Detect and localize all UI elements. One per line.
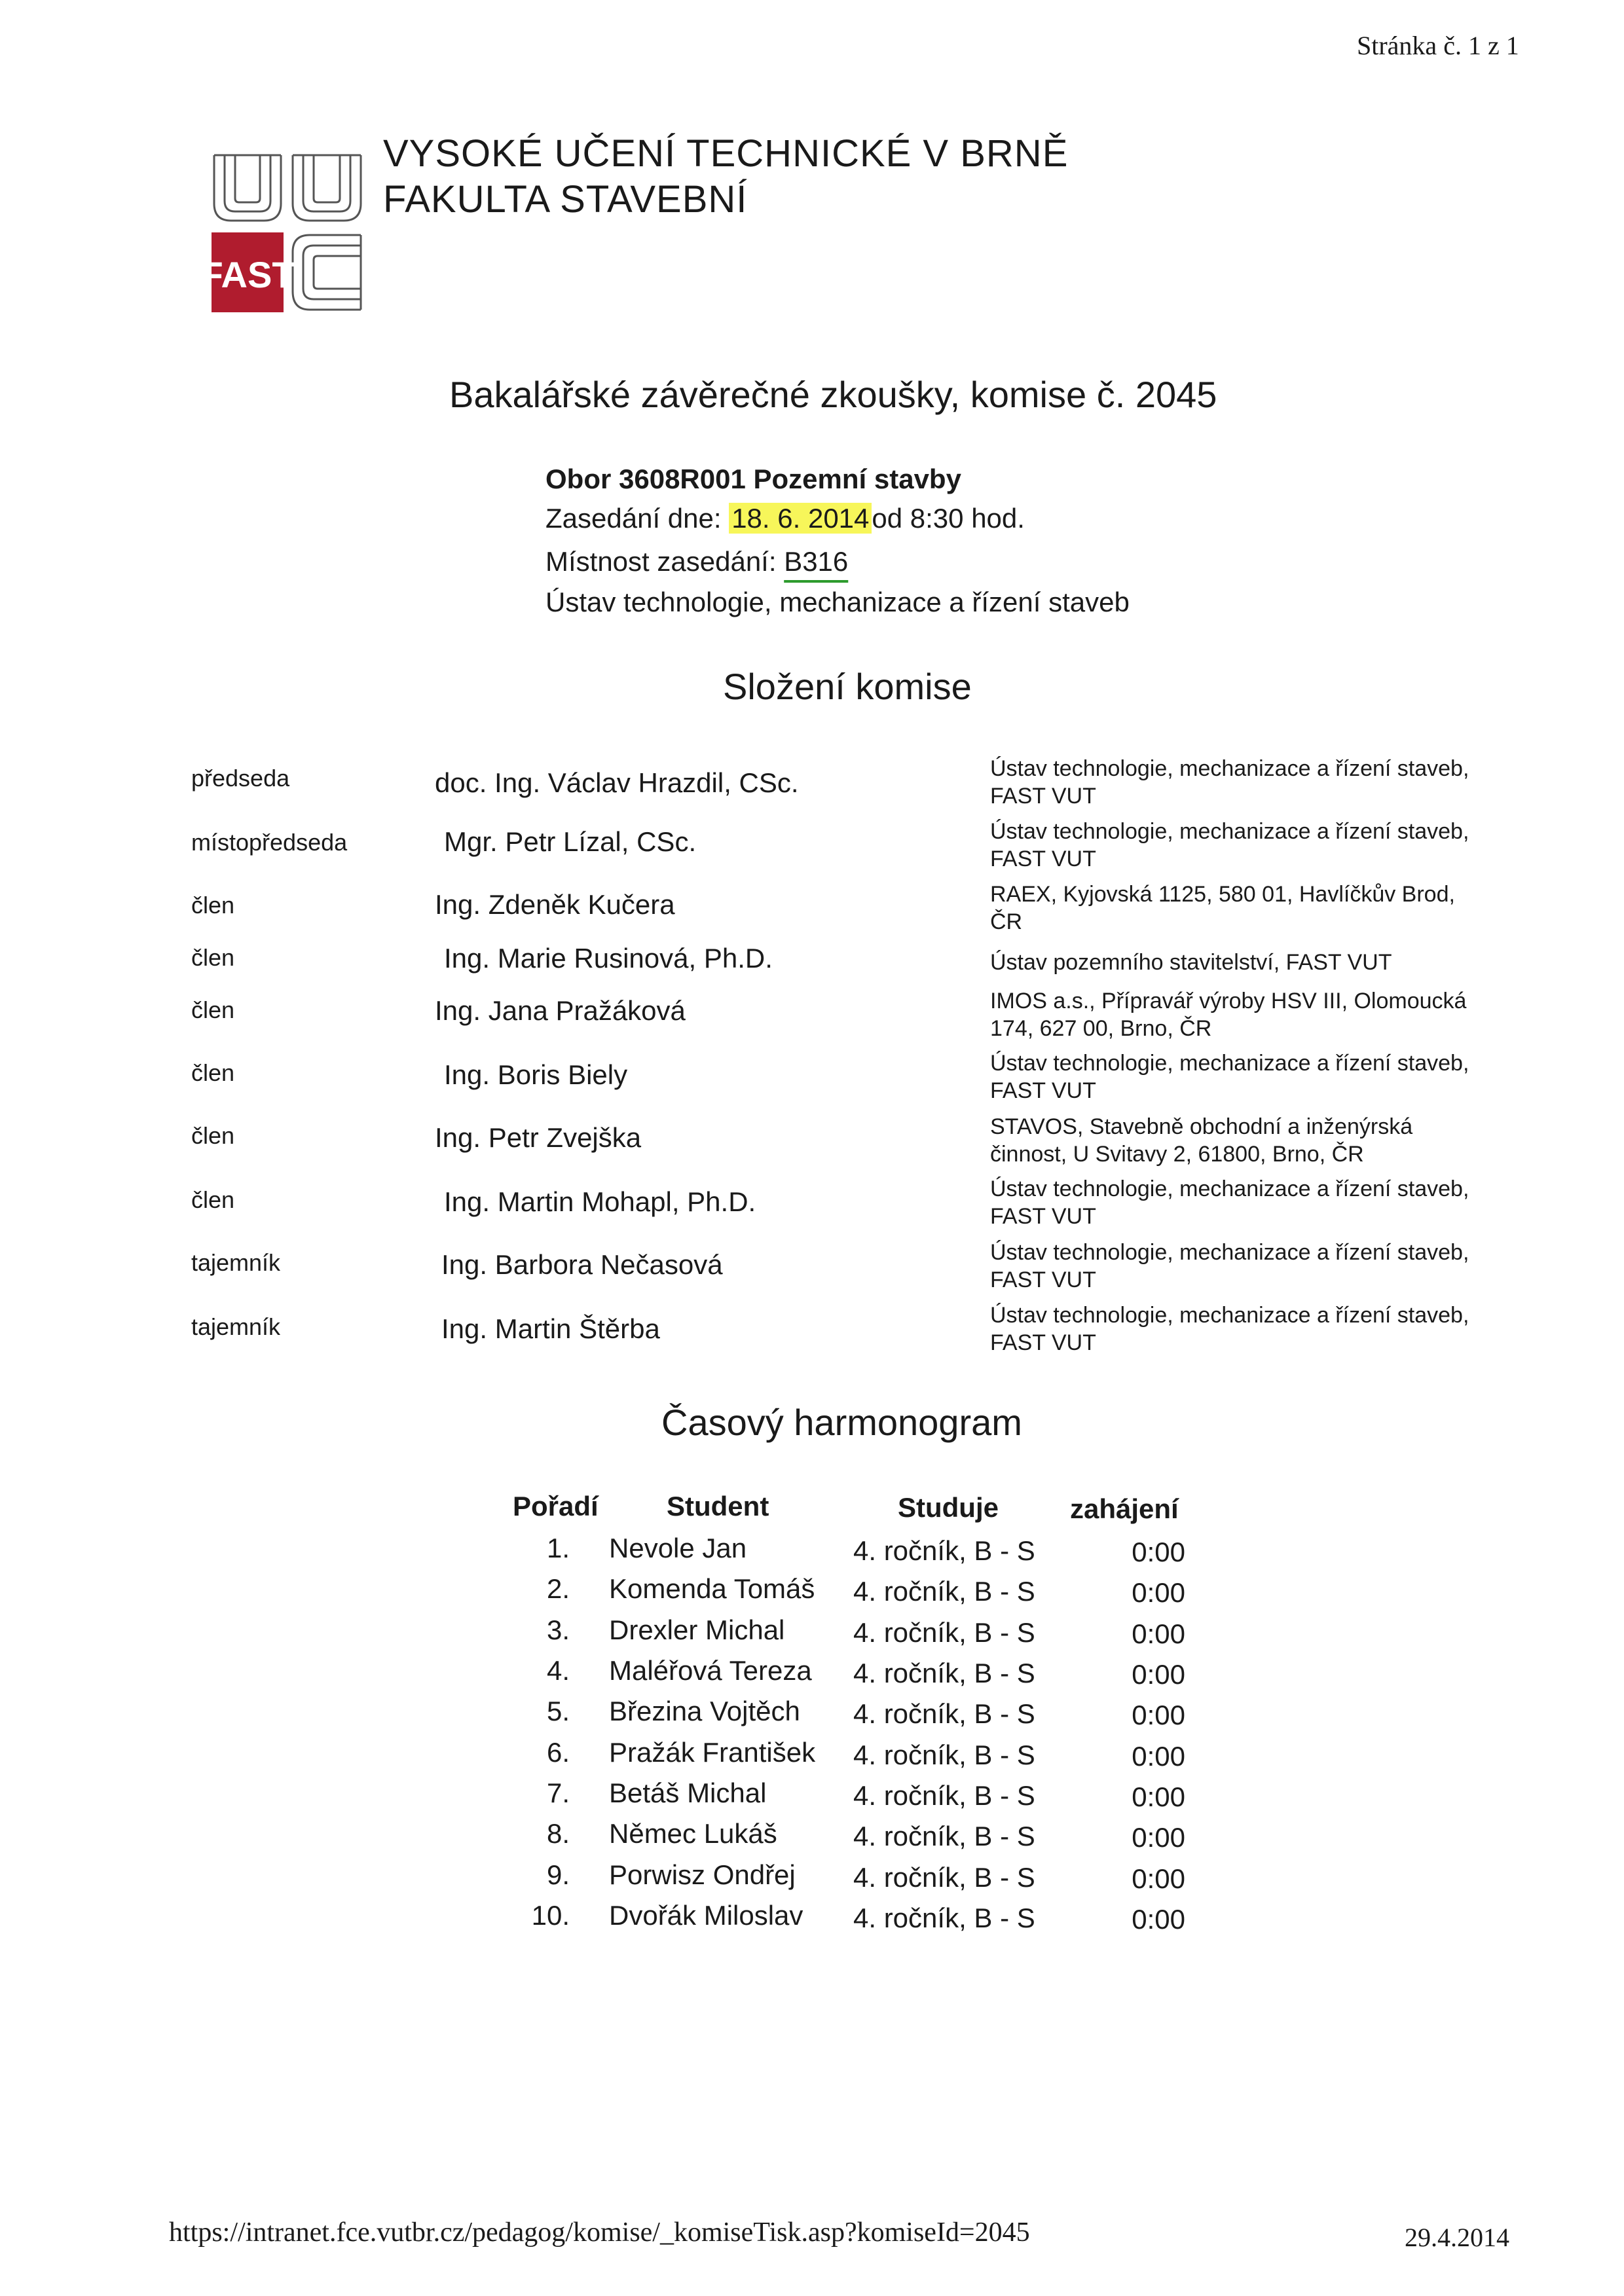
session-date-line <box>545 503 1025 534</box>
footer-date: 29.4.2014 <box>1405 2223 1509 2252</box>
member-name: Ing. Martin Mohapl, Ph.D. <box>444 1186 756 1217</box>
fast-logo-text: FAST <box>200 254 295 295</box>
institute-line: Ústav technologie, mechanizace a řízení staveb <box>545 587 1130 617</box>
row-start: 0:00 <box>1132 1700 1185 1730</box>
column-order: Pořadí <box>513 1491 599 1522</box>
row-student: Betáš Michal <box>609 1777 767 1808</box>
member-role: člen <box>191 892 235 919</box>
row-start: 0:00 <box>1132 1618 1185 1649</box>
member-name: Ing. Martin Štěrba <box>441 1313 660 1344</box>
member-name: doc. Ing. Václav Hrazdil, CSc. <box>435 767 799 798</box>
member-affiliation: Ústav pozemního stavitelství, FAST VUT <box>990 950 1392 975</box>
row-order: 6. <box>546 1737 570 1768</box>
member-role: tajemník <box>191 1249 281 1276</box>
row-student: Březina Vojtěch <box>609 1696 800 1726</box>
document-title: Bakalářské závěrečné zkoušky, komise č. 2045 <box>449 374 1217 415</box>
room-number: B316 <box>784 546 849 577</box>
row-order: 10. <box>531 1900 570 1931</box>
member-role: člen <box>191 1122 235 1149</box>
university-header <box>383 131 1068 223</box>
fast-logo <box>200 153 363 312</box>
footer-url: https://intranet.fce.vutbr.cz/pedagog/komise/_komiseTisk.asp?komiseId=2045 <box>169 2217 1030 2248</box>
row-student: Maléřová Tereza <box>609 1655 812 1686</box>
member-name: Ing. Boris Biely <box>444 1059 628 1090</box>
member-name: Ing. Zdeněk Kučera <box>435 889 675 920</box>
member-name: Ing. Barbora Nečasová <box>441 1249 723 1280</box>
row-student: Němec Lukáš <box>609 1818 777 1849</box>
column-start: zahájení <box>1070 1493 1179 1524</box>
member-affiliation: Ústav technologie, mechanizace a řízení staveb, FAST VUT <box>990 1240 1469 1292</box>
row-student: Pražák František <box>609 1737 816 1768</box>
member-role: předseda <box>191 765 290 792</box>
member-affiliation: STAVOS, Stavebně obchodní a inženýrská činnost, U Svitavy 2, 61800, Brno, ČR <box>990 1114 1413 1167</box>
row-start: 0:00 <box>1132 1741 1185 1772</box>
faculty-name: FAKULTA STAVEBNÍ <box>383 178 748 221</box>
row-study: 4. ročník, B - S <box>853 1535 1035 1566</box>
member-affiliation: Ústav technologie, mechanizace a řízení staveb, FAST VUT <box>990 756 1469 809</box>
session-label: Zasedání dne: <box>545 503 722 534</box>
row-order: 8. <box>546 1818 570 1849</box>
session-time: od 8:30 hod. <box>872 503 1025 534</box>
row-study: 4. ročník, B - S <box>853 1740 1035 1770</box>
row-start: 0:00 <box>1132 1577 1185 1608</box>
row-start: 0:00 <box>1132 1659 1185 1690</box>
member-affiliation: Ústav technologie, mechanizace a řízení staveb, FAST VUT <box>990 1303 1469 1355</box>
row-student: Nevole Jan <box>609 1533 747 1563</box>
committee-heading: Složení komise <box>723 666 972 707</box>
member-name: Mgr. Petr Lízal, CSc. <box>444 826 697 857</box>
member-affiliation: Ústav technologie, mechanizace a řízení staveb, FAST VUT <box>990 819 1469 871</box>
member-role: tajemník <box>191 1313 281 1340</box>
row-study: 4. ročník, B - S <box>853 1862 1035 1893</box>
member-role: člen <box>191 1059 235 1086</box>
member-name: Ing. Petr Zvejška <box>435 1122 642 1153</box>
member-affiliation: IMOS a.s., Přípravář výroby HSV III, Olomoucká 174, 627 00, Brno, ČR <box>990 989 1467 1041</box>
row-start: 0:00 <box>1132 1863 1185 1894</box>
row-study: 4. ročník, B - S <box>853 1658 1035 1688</box>
page-number: Stránka č. 1 z 1 <box>1357 31 1519 60</box>
member-affiliation: RAEX, Kyjovská 1125, 580 01, Havlíčkův Brod, ČR <box>990 882 1455 934</box>
column-study: Studuje <box>898 1492 999 1523</box>
row-order: 3. <box>546 1614 570 1645</box>
member-role: člen <box>191 944 235 971</box>
member-name: Ing. Marie Rusinová, Ph.D. <box>444 943 773 974</box>
row-study: 4. ročník, B - S <box>853 1780 1035 1811</box>
member-affiliation: Ústav technologie, mechanizace a řízení staveb, FAST VUT <box>990 1176 1469 1229</box>
member-affiliation: Ústav technologie, mechanizace a řízení staveb, FAST VUT <box>990 1051 1469 1103</box>
member-role: člen <box>191 996 235 1023</box>
row-study: 4. ročník, B - S <box>853 1617 1035 1648</box>
row-student: Porwisz Ondřej <box>609 1859 796 1890</box>
row-order: 4. <box>546 1655 570 1686</box>
row-order: 1. <box>546 1533 570 1563</box>
field-of-study: Obor 3608R001 Pozemní stavby <box>545 464 961 494</box>
row-start: 0:00 <box>1132 1781 1185 1812</box>
row-start: 0:00 <box>1132 1537 1185 1567</box>
row-student: Komenda Tomáš <box>609 1573 815 1604</box>
row-order: 2. <box>546 1573 570 1604</box>
row-order: 7. <box>546 1777 570 1808</box>
member-role: místopředseda <box>191 829 348 856</box>
row-study: 4. ročník, B - S <box>853 1576 1035 1607</box>
row-study: 4. ročník, B - S <box>853 1903 1035 1933</box>
row-student: Drexler Michal <box>609 1614 785 1645</box>
row-order: 9. <box>546 1859 570 1890</box>
room-line <box>545 546 848 577</box>
row-student: Dvořák Miloslav <box>609 1900 803 1931</box>
university-name: VYSOKÉ UČENÍ TECHNICKÉ V BRNĚ <box>383 132 1069 175</box>
row-start: 0:00 <box>1132 1904 1185 1935</box>
session-date: 18. 6. 2014 <box>729 503 872 534</box>
row-start: 0:00 <box>1132 1822 1185 1853</box>
row-order: 5. <box>546 1696 570 1726</box>
row-study: 4. ročník, B - S <box>853 1821 1035 1851</box>
room-label: Místnost zasedání: <box>545 546 777 577</box>
member-role: člen <box>191 1186 235 1213</box>
column-student: Student <box>667 1491 769 1522</box>
schedule-heading: Časový harmonogram <box>661 1402 1022 1443</box>
row-study: 4. ročník, B - S <box>853 1698 1035 1729</box>
member-name: Ing. Jana Pražáková <box>435 995 686 1026</box>
